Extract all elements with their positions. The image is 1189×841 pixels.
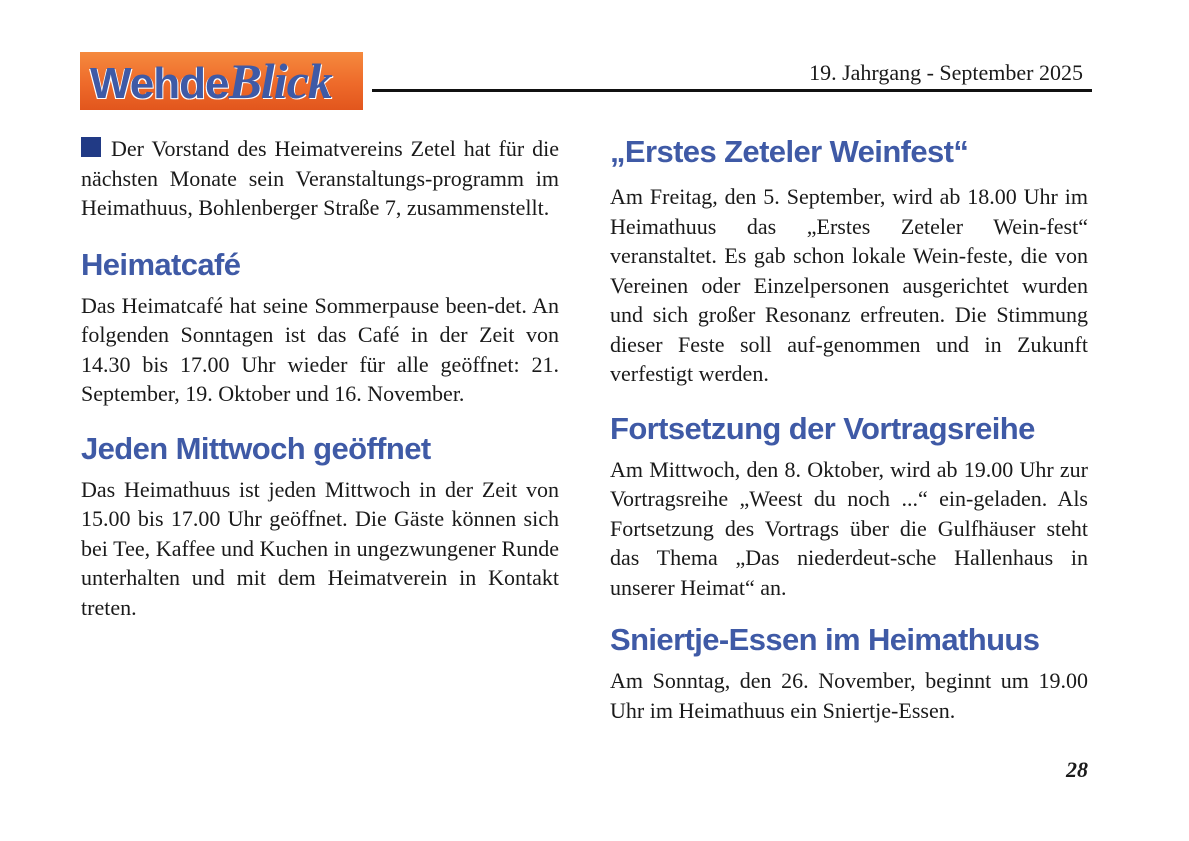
page-number: 28 [1066,757,1088,782]
mittwoch-text: Das Heimathuus ist jeden Mittwoch in der Zeit von 15.00 bis 17.00 Uhr geöffnet. Die Gäste können sich bei Tee, Kaffee und Kuchen in ungezwungener Runde unterhalten und mit dem Heimatverein in Kontakt treten. [81,476,559,620]
heading-heimatcafe: Heimatcafé [81,246,241,282]
left-column [81,134,559,622]
intro-text: Der Vorstand des Heimatvereins Zetel hat für die nächsten Monate sein Veranstaltungs-programm im Heimathuus, Bohlenberger Straße 7, zusammenstellt. [81,136,559,220]
heading-mittwoch: Jeden Mittwoch geöffnet [81,430,431,466]
vortragsreihe-text: Am Mittwoch, den 8. Oktober, wird ab 19.00 Uhr zur Vortragsreihe „Weest du noch ...“ ein-geladen. Als Fortsetzung des Vortrags über die Gulfhäuser steht das Thema „Das niederdeut-sche Hallenhaus in unserer Heimat“ an. [610,456,1088,600]
logo-blick-text: Blick [228,53,332,109]
issue-line: 19. Jahrgang - September 2025 [809,60,1083,85]
heimatcafe-text: Das Heimatcafé hat seine Sommerpause been-det. An folgenden Sonntagen ist das Café in der Zeit von 14.30 bis 17.00 Uhr wieder für alle geöffnet: 21. September, 19. Oktober und 16. November. [81,292,559,406]
weinfest-text: Am Freitag, den 5. September, wird ab 18.00 Uhr im Heimathuus das „Erstes Zeteler Wein-fest“ veranstaltet. Es gab schon lokale Wein-feste, die von Vereinen oder Einzelpersonen ausgerichtet wurden und sich großer Resonanz erfreuten. Die Stimmung dieser Feste soll auf-genommen und in Zukunft verfestigt werden. [610,184,1088,386]
heading-sniertje: Sniertje-Essen im Heimathuus [610,622,1040,657]
sniertje-text: Am Sonntag, den 26. November, beginnt um 19.00 Uhr im Heimathuus ein Sniertje-Essen. [610,668,1088,723]
intro-paragraph [81,134,559,223]
heading-vortragsreihe: Fortsetzung der Vortragsreihe [610,410,1035,446]
square-bullet-icon [81,137,101,157]
heading-weinfest: „Erstes Zeteler Weinfest“ [610,134,969,169]
header-divider [372,89,1092,92]
wehdeblick-logo [80,52,363,110]
right-column [610,134,1088,725]
logo-wehde-text: Wehde [90,59,229,108]
